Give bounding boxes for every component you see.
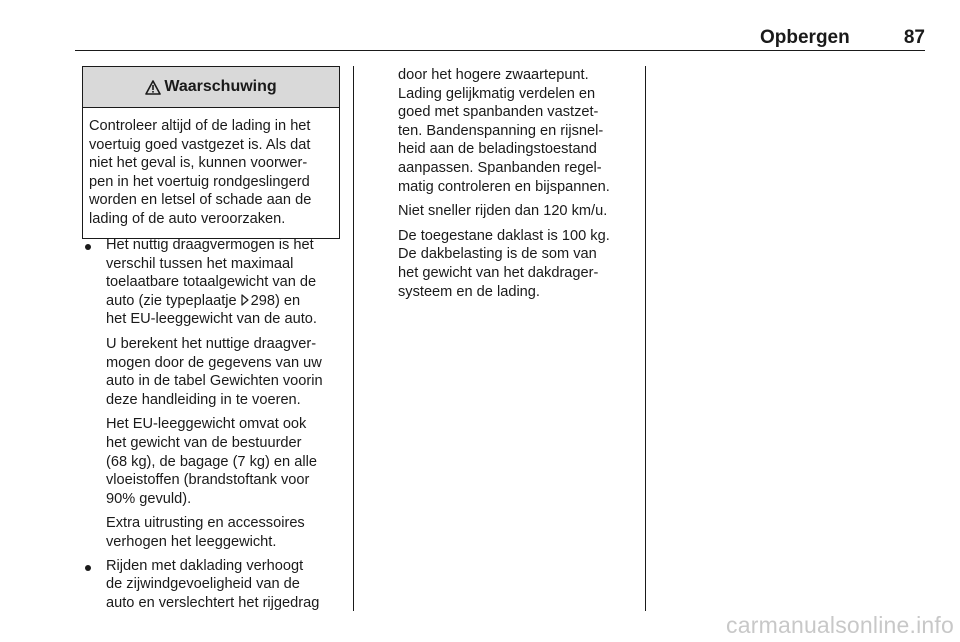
- text-line: lading of de auto veroorzaken.: [89, 210, 286, 227]
- column-divider-left: [353, 66, 354, 611]
- text-line: De dakbelasting is de som van: [398, 246, 597, 263]
- warning-header: [83, 67, 339, 108]
- paragraph: [106, 335, 344, 409]
- paragraph: [106, 514, 344, 551]
- text-line: mogen door de gegevens van uw: [106, 354, 322, 371]
- column-divider-right: [645, 66, 646, 611]
- text-line: auto in de tabel Gewichten voorin: [106, 373, 323, 390]
- text-line: de zijwindgevoeligheid van de: [106, 576, 300, 593]
- page-reference-arrow-icon: [241, 294, 249, 306]
- text-line: matig controleren en bijspannen.: [398, 178, 610, 195]
- text-line: U berekent het nuttige draagver-: [106, 335, 317, 352]
- text-line: deze handleiding in te voeren.: [106, 391, 301, 408]
- text-line: Rijden met daklading verhoogt: [106, 557, 304, 574]
- text-line: [106, 292, 344, 311]
- watermark: carmanualsonline.info: [726, 612, 954, 638]
- text-line: door het hogere zwaartepunt.: [398, 67, 589, 83]
- header-divider: [75, 50, 925, 51]
- text-line: niet het geval is, kunnen voorwer-: [89, 155, 308, 172]
- text-line: Lading gelijkmatig verdelen en: [398, 85, 596, 102]
- left-column: [82, 236, 344, 617]
- paragraph: [398, 227, 638, 301]
- text-line: pen in het voertuig rondgeslingerd: [89, 173, 310, 190]
- warning-box: [82, 66, 340, 239]
- text-line: Het EU-leeggewicht omvat ook: [106, 416, 307, 433]
- warning-triangle-icon: [145, 80, 161, 95]
- text-line: Controleer altijd of de lading in het: [89, 118, 311, 134]
- text-line: Extra uitrusting en accessoires: [106, 515, 305, 532]
- text-line: voertuig goed vastgezet is. Als dat: [89, 136, 311, 153]
- text-line: het gewicht van de bestuurder: [106, 434, 302, 451]
- section-title: Opbergen: [760, 27, 850, 48]
- text-line: goed met spanbanden vastzet-: [398, 104, 599, 121]
- right-column: [398, 66, 638, 307]
- text-line: Niet sneller rijden dan 120 km/u.: [398, 203, 608, 220]
- text-line: toelaatbare totaalgewicht van de: [106, 274, 317, 291]
- bullet-item-payload: [82, 236, 344, 552]
- text-line: het gewicht van het dakdrager-: [398, 264, 599, 281]
- paragraph: [398, 66, 638, 196]
- text-line: systeem en de lading.: [398, 283, 540, 300]
- text-line: verschil tussen het maximaal: [106, 255, 294, 272]
- text-line: 90% gevuld).: [106, 490, 192, 507]
- paragraph: [106, 415, 344, 508]
- bullet-item-roof-load: [82, 557, 344, 613]
- page-reference-link[interactable]: 298) en: [250, 292, 301, 309]
- text-line: vloeistoffen (brandstoftank voor: [106, 472, 310, 489]
- text-line: (68 kg), de bagage (7 kg) en alle: [106, 453, 317, 470]
- text-fragment: auto (zie typeplaatje: [106, 292, 241, 309]
- warning-text: [83, 108, 339, 238]
- paragraph: [106, 236, 344, 329]
- text-line: verhogen het leeggewicht.: [106, 533, 277, 550]
- page-number: 87: [903, 27, 925, 48]
- text-line: aanpassen. Spanbanden regel-: [398, 159, 602, 176]
- text-line: auto en verslechtert het rijgedrag: [106, 594, 320, 611]
- text-line: ten. Bandenspanning en rijsnel-: [398, 122, 604, 139]
- paragraph: [398, 202, 638, 221]
- warning-title: Waarschuwing: [164, 78, 277, 95]
- text-line: heid aan de beladingstoestand: [398, 141, 597, 158]
- paragraph: [106, 557, 344, 613]
- bullet-icon: [85, 244, 91, 250]
- text-line: het EU-leeggewicht van de auto.: [106, 311, 317, 328]
- text-line: De toegestane daklast is 100 kg.: [398, 227, 610, 244]
- text-line: Het nuttig draagvermogen is het: [106, 237, 314, 253]
- text-line: worden en letsel of schade aan de: [89, 192, 312, 209]
- bullet-icon: [85, 565, 91, 571]
